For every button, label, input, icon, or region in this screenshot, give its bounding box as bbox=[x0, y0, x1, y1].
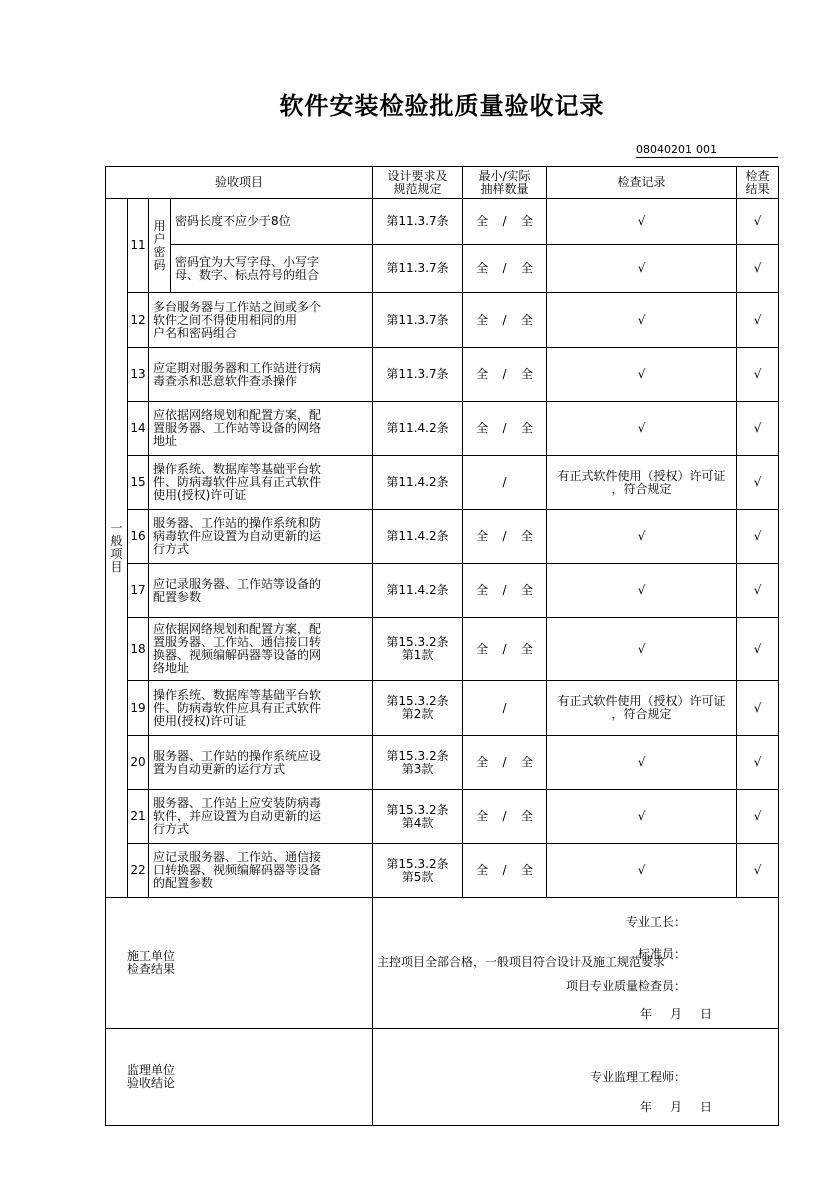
check-record: √ bbox=[547, 510, 737, 564]
table-row bbox=[106, 564, 779, 618]
construction-label: 施工单位 检查结果 bbox=[106, 898, 373, 1029]
checkmark-icon: √ bbox=[753, 583, 762, 597]
sample-quantity: 全 / 全 bbox=[463, 736, 547, 790]
check-result bbox=[737, 736, 779, 790]
row-number: 21 bbox=[128, 790, 149, 844]
sample-quantity: 全 / 全 bbox=[463, 245, 547, 293]
row-number: 13 bbox=[128, 348, 149, 402]
page-title: 软件安装检验批质量验收记录 bbox=[279, 92, 605, 120]
sample-quantity: 全 / 全 bbox=[463, 790, 547, 844]
item-description: 应记录服务器、工作站等设备的 配置参数 bbox=[149, 564, 373, 618]
check-result bbox=[737, 348, 779, 402]
foreman-label: 专业工长： bbox=[626, 915, 687, 929]
check-record: 有正式软件使用（授权）许可证 ，符合规定 bbox=[547, 681, 737, 736]
item-description: 密码长度不应少于8位 bbox=[171, 199, 373, 245]
table-row bbox=[106, 293, 779, 348]
checkmark-icon: √ bbox=[753, 421, 762, 435]
quality-inspector-label: 项目专业质量检查员： bbox=[566, 979, 687, 993]
design-requirement: 第15.3.2条 第1款 bbox=[373, 618, 463, 681]
supervision-label: 监理单位 验收结论 bbox=[106, 1029, 373, 1126]
check-record: √ bbox=[547, 245, 737, 293]
design-requirement: 第15.3.2条 第3款 bbox=[373, 736, 463, 790]
check-result bbox=[737, 681, 779, 736]
checkmark-icon: √ bbox=[753, 641, 762, 656]
table-row bbox=[106, 348, 779, 402]
item-description: 操作系统、数据库等基础平台软 件、防病毒软件应具有正式软件 使用(授权)许可证 bbox=[149, 456, 373, 510]
check-record: √ bbox=[547, 736, 737, 790]
table-row bbox=[106, 844, 779, 898]
design-requirement: 第11.3.7条 bbox=[373, 348, 463, 402]
check-record: 有正式软件使用（授权）许可证 ，符合规定 bbox=[547, 456, 737, 510]
checkmark-icon: √ bbox=[753, 312, 762, 327]
check-result bbox=[737, 510, 779, 564]
check-record: √ bbox=[547, 199, 737, 245]
item-description: 操作系统、数据库等基础平台软 件、防病毒软件应具有正式软件 使用(授权)许可证 bbox=[149, 681, 373, 736]
sample-quantity: / bbox=[463, 681, 547, 736]
header-row bbox=[106, 167, 779, 199]
sample-quantity: 全 / 全 bbox=[463, 348, 547, 402]
design-requirement: 第11.3.7条 bbox=[373, 245, 463, 293]
row-number: 18 bbox=[128, 618, 149, 681]
check-record: √ bbox=[547, 790, 737, 844]
table-row bbox=[106, 681, 779, 736]
construction-result bbox=[373, 898, 779, 1029]
checkmark-icon: √ bbox=[753, 809, 762, 823]
sample-quantity: 全 / 全 bbox=[463, 293, 547, 348]
supervising-engineer-label: 专业监理工程师： bbox=[590, 1070, 687, 1084]
item-description: 服务器、工作站的操作系统应设 置为自动更新的运行方式 bbox=[149, 736, 373, 790]
row-number: 19 bbox=[128, 681, 149, 736]
checkmark-icon: √ bbox=[753, 367, 762, 381]
row-number: 14 bbox=[128, 402, 149, 456]
table-row bbox=[106, 510, 779, 564]
construction-conclusion: 主控项目全部合格，一般项目符合设计及施工规范要求 bbox=[377, 955, 666, 969]
supervision-date: 年 月 日 bbox=[639, 1100, 713, 1114]
table-row bbox=[106, 736, 779, 790]
construction-row bbox=[106, 898, 779, 1029]
header-check-record: 检查记录 bbox=[547, 167, 737, 199]
design-requirement: 第11.3.7条 bbox=[373, 199, 463, 245]
item-description: 服务器、工作站上应安装防病毒 软件，并应设置为自动更新的运 行方式 bbox=[149, 790, 373, 844]
row-number: 12 bbox=[128, 293, 149, 348]
table-row bbox=[106, 790, 779, 844]
header-item: 验收项目 bbox=[106, 167, 373, 199]
checkmark-icon: √ bbox=[753, 529, 762, 543]
checkmark-icon: √ bbox=[753, 475, 762, 489]
sample-quantity: / bbox=[463, 456, 547, 510]
table-row bbox=[106, 245, 779, 293]
row-number: 11 bbox=[128, 199, 149, 293]
design-requirement: 第11.4.2条 bbox=[373, 402, 463, 456]
doc-code: 08040201 bbox=[636, 143, 692, 156]
check-result bbox=[737, 844, 779, 898]
check-result bbox=[737, 618, 779, 681]
supervision-result bbox=[373, 1029, 779, 1126]
item-description: 应依据网络规划和配置方案，配 置服务器、工作站等设备的网络 地址 bbox=[149, 402, 373, 456]
row-number: 15 bbox=[128, 456, 149, 510]
check-result bbox=[737, 456, 779, 510]
item-description: 多台服务器与工作站之间或多个 软件之间不得使用相同的用 户名和密码组合 bbox=[149, 293, 373, 348]
sample-quantity: 全 / 全 bbox=[463, 199, 547, 245]
table-row bbox=[106, 618, 779, 681]
check-result bbox=[737, 293, 779, 348]
table-row bbox=[106, 402, 779, 456]
item-description: 应定期对服务器和工作站进行病 毒查杀和恶意软件查杀操作 bbox=[149, 348, 373, 402]
design-requirement: 第15.3.2条 第2款 bbox=[373, 681, 463, 736]
row-number: 20 bbox=[128, 736, 149, 790]
row-number: 17 bbox=[128, 564, 149, 618]
row-number: 16 bbox=[128, 510, 149, 564]
item-description: 应依据网络规划和配置方案，配 置服务器、工作站、通信接口转 换器、视频编解码器等设备的网 络地址 bbox=[149, 618, 373, 681]
category-general: 一 般 项 目 bbox=[106, 199, 128, 898]
design-requirement: 第11.4.2条 bbox=[373, 456, 463, 510]
check-result bbox=[737, 245, 779, 293]
inspection-table bbox=[105, 166, 779, 1126]
table-row bbox=[106, 199, 779, 245]
header-min-actual: 最小/实际 抽样数量 bbox=[463, 167, 547, 199]
check-record: √ bbox=[547, 844, 737, 898]
check-record: √ bbox=[547, 402, 737, 456]
standards-officer-label: 标准员： bbox=[638, 947, 687, 961]
sample-quantity: 全 / 全 bbox=[463, 510, 547, 564]
sample-quantity: 全 / 全 bbox=[463, 618, 547, 681]
design-requirement: 第15.3.2条 第4款 bbox=[373, 790, 463, 844]
check-result bbox=[737, 402, 779, 456]
item-description: 服务器、工作站的操作系统和防 病毒软件应设置为自动更新的运 行方式 bbox=[149, 510, 373, 564]
doc-number bbox=[636, 143, 778, 158]
doc-seq: 001 bbox=[696, 143, 717, 156]
checkmark-icon: √ bbox=[753, 863, 762, 877]
table-row bbox=[106, 456, 779, 510]
header-check-result: 检查 结果 bbox=[737, 167, 779, 199]
construction-date: 年 月 日 bbox=[639, 1007, 713, 1021]
design-requirement: 第11.4.2条 bbox=[373, 510, 463, 564]
checkmark-icon: √ bbox=[753, 214, 762, 228]
design-requirement: 第11.3.7条 bbox=[373, 293, 463, 348]
design-requirement: 第15.3.2条 第5款 bbox=[373, 844, 463, 898]
supervision-row bbox=[106, 1029, 779, 1126]
sample-quantity: 全 / 全 bbox=[463, 564, 547, 618]
checkmark-icon: √ bbox=[753, 261, 762, 275]
item-description: 应记录服务器、工作站、通信接 口转换器、视频编解码器等设备 的配置参数 bbox=[149, 844, 373, 898]
check-result bbox=[737, 564, 779, 618]
check-record: √ bbox=[547, 564, 737, 618]
check-result bbox=[737, 199, 779, 245]
check-record: √ bbox=[547, 293, 737, 348]
design-requirement: 第11.4.2条 bbox=[373, 564, 463, 618]
check-result bbox=[737, 790, 779, 844]
checkmark-icon: √ bbox=[753, 700, 762, 715]
item-description: 密码宜为大写字母、小写字 母、数字、标点符号的组合 bbox=[171, 245, 373, 293]
checkmark-icon: √ bbox=[753, 755, 762, 769]
sample-quantity: 全 / 全 bbox=[463, 402, 547, 456]
sample-quantity: 全 / 全 bbox=[463, 844, 547, 898]
row-number: 22 bbox=[128, 844, 149, 898]
check-record: √ bbox=[547, 618, 737, 681]
header-design-req: 设计要求及 规范规定 bbox=[373, 167, 463, 199]
subgroup-user-password: 用 户 密 码 bbox=[149, 199, 171, 293]
check-record: √ bbox=[547, 348, 737, 402]
